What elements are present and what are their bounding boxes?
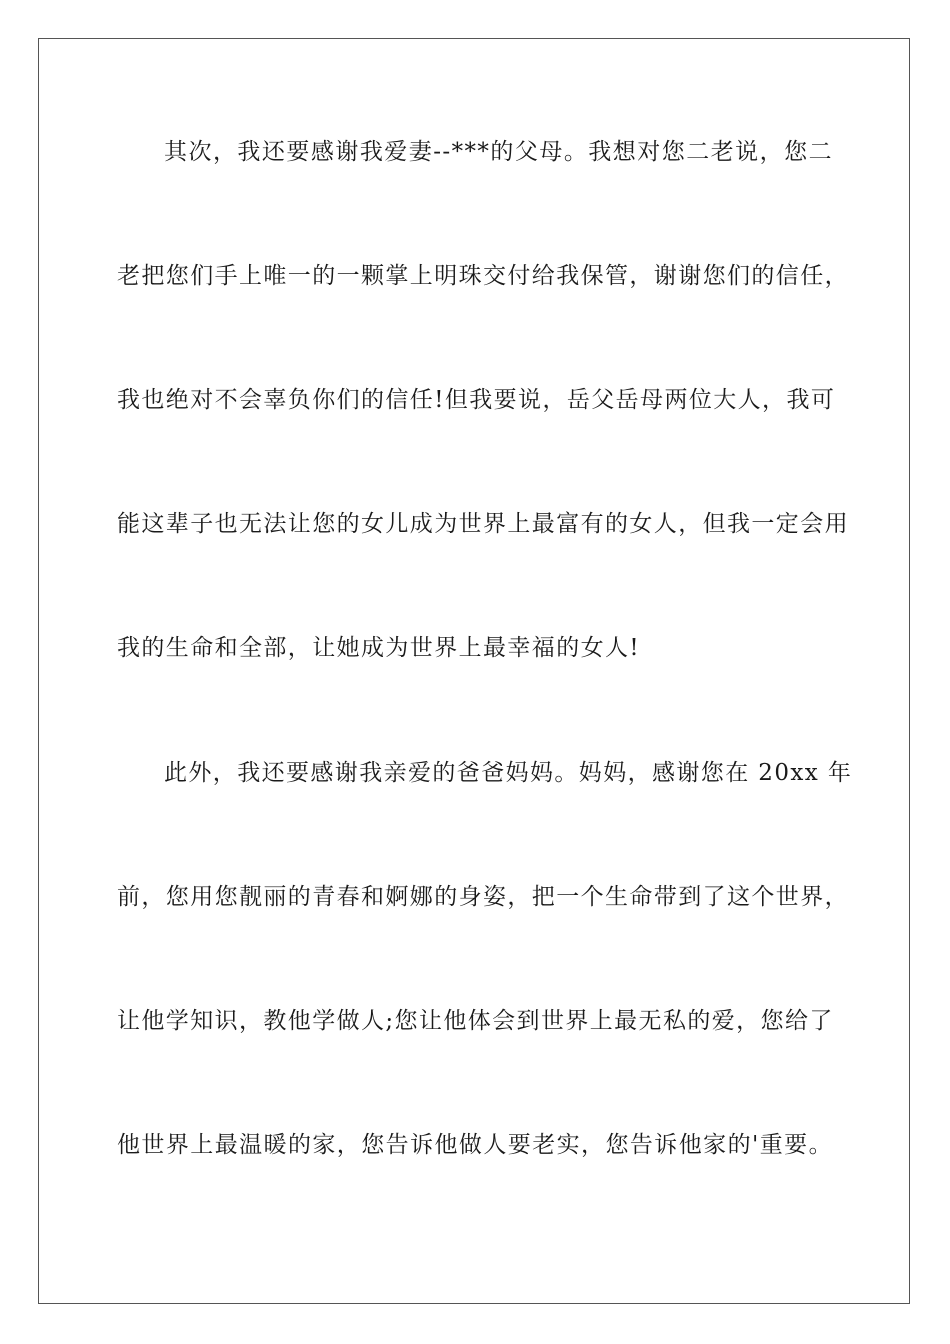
text-line: 我的生命和全部，让她成为世界上最幸福的女人!: [117, 635, 641, 661]
text-line: 我也绝对不会辜负你们的信任!但我要说，岳父岳母两位大人，我可: [117, 387, 836, 413]
text-line: 老把您们手上唯一的一颗掌上明珠交付给我保管，谢谢您们的信任，: [117, 263, 849, 289]
text-line: 其次，我还要感谢我爱妻--***的父母。我想对您二老说，您二: [164, 139, 833, 165]
text-line: 能这辈子也无法让您的女儿成为世界上最富有的女人，但我一定会用: [117, 511, 849, 537]
text-line: 让他学知识，教他学做人;您让他体会到世界上最无私的爱，您给了: [117, 1008, 834, 1034]
page-border: [38, 38, 910, 1304]
text-line: 前，您用您靓丽的青春和婀娜的身姿，把一个生命带到了这个世界，: [117, 884, 849, 910]
text-line: 他世界上最温暖的家，您告诉他做人要老实，您告诉他家的'重要。: [117, 1132, 833, 1158]
text-line: 此外，我还要感谢我亲爱的爸爸妈妈。妈妈，感谢您在 20xx 年: [164, 760, 853, 786]
